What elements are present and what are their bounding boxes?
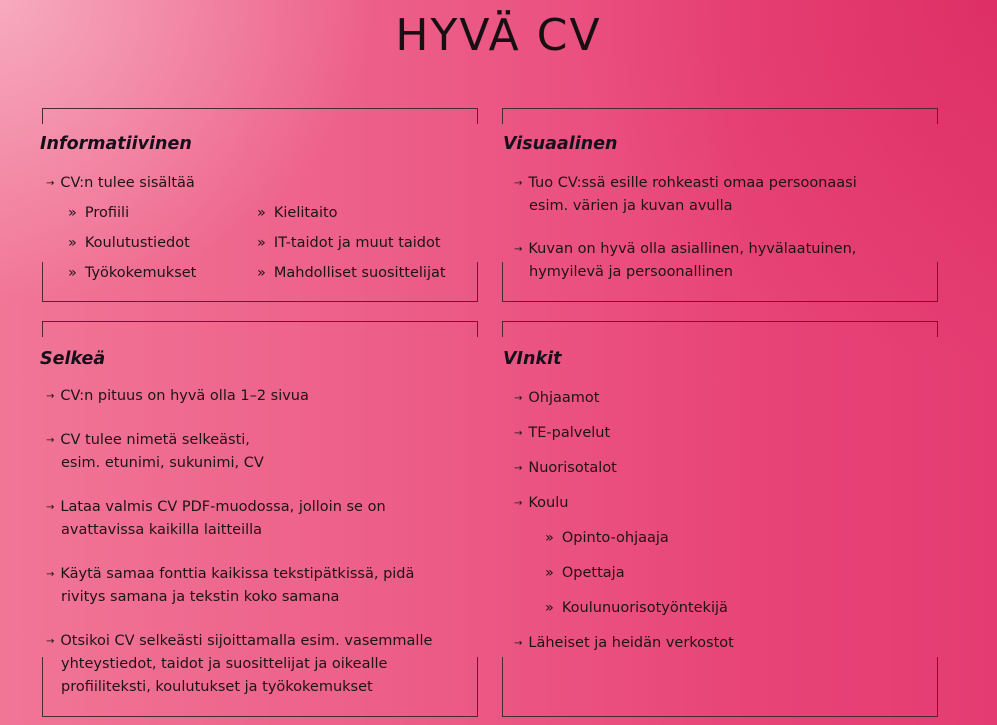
list-item-label: IT-taidot ja muut taidot <box>273 235 441 251</box>
list-item <box>257 202 338 225</box>
list-item <box>46 630 432 654</box>
list-item-label: TE-palvelut <box>528 425 611 441</box>
list-item-continuation: profiiliteksti, koulutukset ja työkokemukset <box>61 679 373 695</box>
list-item-label: Koulunuorisotyöntekijä <box>561 600 728 616</box>
list-item-continuation: avattavissa kaikilla laitteilla <box>61 522 263 538</box>
list-item-label: Kuvan on hyvä olla asiallinen, hyvälaatuinen, <box>528 241 857 257</box>
arrow-icon: → <box>514 178 523 189</box>
list-item <box>68 232 190 255</box>
list-item-label: Käytä samaa fonttia kaikissa tekstipätkissä, pidä <box>60 566 415 582</box>
list-item <box>545 597 728 620</box>
list-item-continuation: rivitys samana ja tekstin koko samana <box>61 589 340 605</box>
chevron-icon: » <box>545 565 554 581</box>
page-title: HYVÄ CV <box>395 10 602 61</box>
list-item <box>68 202 129 225</box>
list-item <box>514 457 617 481</box>
arrow-icon: → <box>46 502 55 513</box>
arrow-icon: → <box>514 428 523 439</box>
list-item <box>257 232 441 255</box>
arrow-icon: → <box>46 569 55 580</box>
list-item-continuation: esim. värien ja kuvan avulla <box>529 198 733 214</box>
chevron-icon: » <box>68 205 77 221</box>
arrow-icon: → <box>514 638 523 649</box>
list-item-label: Kielitaito <box>273 205 338 221</box>
arrow-icon: → <box>514 463 523 474</box>
arrow-icon: → <box>46 391 55 402</box>
selkea-heading: Selkeä <box>40 349 106 369</box>
list-item-label: Nuorisotalot <box>528 460 617 476</box>
chevron-icon: » <box>257 235 266 251</box>
visuaalinen-frame-bottom <box>502 262 938 302</box>
list-item <box>545 562 625 585</box>
selkea-frame-bottom <box>42 657 478 717</box>
informatiivinen-intro <box>46 172 195 196</box>
arrow-icon: → <box>514 498 523 509</box>
list-item-label: CV tulee nimetä selkeästi, <box>60 432 250 448</box>
list-item <box>46 563 414 587</box>
list-item-label: Ohjaamot <box>528 390 600 406</box>
visuaalinen-heading: Visuaalinen <box>503 134 618 154</box>
chevron-icon: » <box>545 530 554 546</box>
arrow-icon: → <box>46 435 55 446</box>
list-item-label: Työkokemukset <box>84 265 197 281</box>
informatiivinen-heading: Informatiivinen <box>40 134 192 154</box>
arrow-icon: → <box>46 636 55 647</box>
vinkit-heading: VInkit <box>503 349 562 369</box>
list-item <box>46 496 386 520</box>
list-item <box>514 492 568 516</box>
list-item-continuation: yhteystiedot, taidot ja suosittelijat ja oikealle <box>61 656 388 672</box>
list-item-label: Opinto-ohjaaja <box>561 530 669 546</box>
informatiivinen-frame-bottom <box>42 262 478 302</box>
list-item <box>514 422 610 446</box>
vinkit-frame-top <box>502 321 938 337</box>
list-item-label: Koulu <box>528 495 569 511</box>
list-item <box>46 429 250 453</box>
chevron-icon: » <box>68 265 77 281</box>
list-item-label: Läheiset ja heidän verkostot <box>528 635 734 651</box>
list-item <box>545 527 669 550</box>
list-item-label: Lataa valmis CV PDF-muodossa, jolloin se on <box>60 499 386 515</box>
chevron-icon: » <box>257 205 266 221</box>
chevron-icon: » <box>545 600 554 616</box>
vinkit-frame-bottom <box>502 657 938 717</box>
informatiivinen-frame-top <box>42 108 478 124</box>
chevron-icon: » <box>257 265 266 281</box>
list-item <box>514 238 856 262</box>
list-item-label: Opettaja <box>561 565 625 581</box>
arrow-icon: → <box>46 178 55 189</box>
arrow-icon: → <box>514 244 523 255</box>
visuaalinen-frame-top <box>502 108 938 124</box>
selkea-frame-top <box>42 321 478 337</box>
list-item-continuation: hymyilevä ja persoonallinen <box>529 264 733 280</box>
arrow-icon: → <box>514 393 523 404</box>
list-item <box>46 385 309 409</box>
intro-text: CV:n tulee sisältää <box>60 175 195 191</box>
chevron-icon: » <box>68 235 77 251</box>
list-item-label: Koulutustiedot <box>84 235 190 251</box>
list-item-label: Mahdolliset suosittelijat <box>273 265 446 281</box>
list-item-label: Profiili <box>84 205 130 221</box>
list-item-continuation: esim. etunimi, sukunimi, CV <box>61 455 264 471</box>
list-item-label: Otsikoi CV selkeästi sijoittamalla esim. vasemmalle <box>60 633 433 649</box>
list-item <box>514 172 857 196</box>
list-item <box>514 387 599 411</box>
list-item-label: Tuo CV:ssä esille rohkeasti omaa persoonaasi <box>528 175 857 191</box>
list-item-label: CV:n pituus on hyvä olla 1–2 sivua <box>60 388 309 404</box>
list-item <box>514 632 734 656</box>
